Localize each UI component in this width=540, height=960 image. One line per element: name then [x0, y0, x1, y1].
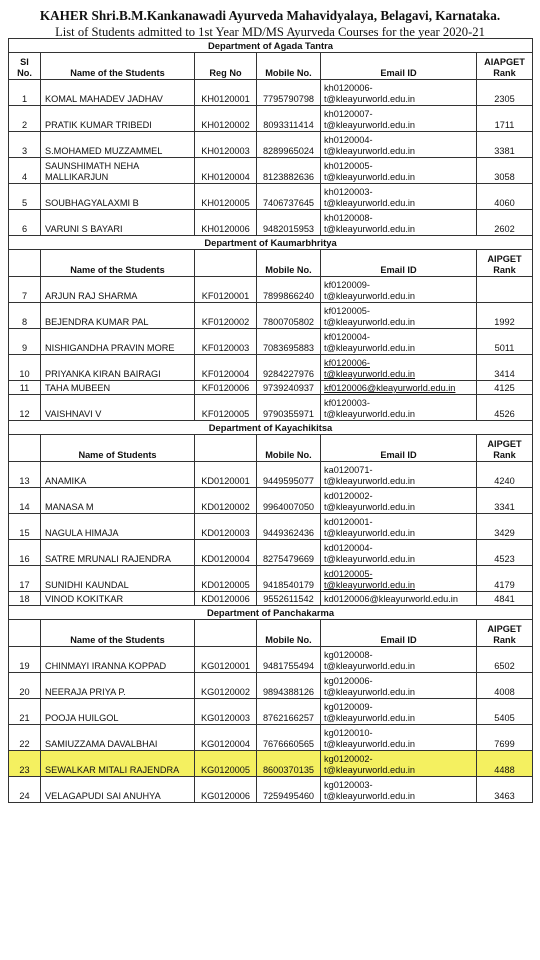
- mobile-cell: 9481755494: [257, 647, 321, 673]
- email-cell: kd0120001- t@kleayurworld.edu.in: [321, 514, 477, 540]
- mobile-cell: 7899866240: [257, 277, 321, 303]
- rank-cell: 3414: [477, 355, 533, 381]
- mobile-cell: 8289965024: [257, 132, 321, 158]
- reg-no-cell: KG0120006: [195, 777, 257, 803]
- table-row: [9, 80, 533, 106]
- email-cell: kd0120002- t@kleayurworld.edu.in: [321, 488, 477, 514]
- reg-no-cell: KD0120002: [195, 488, 257, 514]
- email-header: Email ID: [321, 53, 477, 80]
- mobile-cell: 7406737645: [257, 184, 321, 210]
- serial-header: [9, 620, 41, 647]
- email-cell: kh0120003- t@kleayurworld.edu.in: [321, 184, 477, 210]
- email-cell: kf0120009- t@kleayurworld.edu.in: [321, 277, 477, 303]
- table-row: [9, 777, 533, 803]
- rank-cell: 1711: [477, 106, 533, 132]
- email-cell: kf0120004- t@kleayurworld.edu.in: [321, 329, 477, 355]
- mobile-cell: 8762166257: [257, 699, 321, 725]
- mobile-cell: 9790355971: [257, 395, 321, 421]
- student-name-cell: POOJA HUILGOL: [41, 699, 195, 725]
- serial-number-cell: 6: [9, 210, 41, 236]
- serial-number-cell: 15: [9, 514, 41, 540]
- mobile-cell: 9482015953: [257, 210, 321, 236]
- mobile-cell: 8600370135: [257, 751, 321, 777]
- rank-cell: 3381: [477, 132, 533, 158]
- reg-no-cell: KD0120005: [195, 566, 257, 592]
- serial-number-cell: 19: [9, 647, 41, 673]
- email-cell: ka0120071- t@kleayurworld.edu.in: [321, 462, 477, 488]
- reg-no-cell: KG0120002: [195, 673, 257, 699]
- table-row: [9, 488, 533, 514]
- department-header-row: [9, 606, 533, 620]
- reg-header: Reg No: [195, 53, 257, 80]
- name-header: Name of the Students: [41, 250, 195, 277]
- mobile-cell: 9739240937: [257, 381, 321, 395]
- reg-no-cell: KG0120004: [195, 725, 257, 751]
- student-name-cell: PRATIK KUMAR TRIBEDI: [41, 106, 195, 132]
- mobile-cell: 9449595077: [257, 462, 321, 488]
- table-row: [9, 381, 533, 395]
- rank-cell: 1992: [477, 303, 533, 329]
- serial-number-cell: 11: [9, 381, 41, 395]
- rank-cell: 3341: [477, 488, 533, 514]
- student-name-cell: MANASA M: [41, 488, 195, 514]
- email-cell: kf0120006@kleayurworld.edu.in: [321, 381, 477, 395]
- reg-header: [195, 620, 257, 647]
- name-header: Name of the Students: [41, 620, 195, 647]
- serial-number-cell: 7: [9, 277, 41, 303]
- mobile-cell: 9284227976: [257, 355, 321, 381]
- serial-number-cell: 2: [9, 106, 41, 132]
- table-row: [9, 592, 533, 606]
- mobile-cell: 7800705802: [257, 303, 321, 329]
- serial-header: [9, 435, 41, 462]
- email-cell: kg0120002- t@kleayurworld.edu.in: [321, 751, 477, 777]
- table-row: [9, 158, 533, 184]
- rank-cell: 5405: [477, 699, 533, 725]
- student-name-cell: SATRE MRUNALI RAJENDRA: [41, 540, 195, 566]
- serial-number-cell: 9: [9, 329, 41, 355]
- reg-no-cell: KF0120003: [195, 329, 257, 355]
- serial-number-cell: 12: [9, 395, 41, 421]
- student-name-cell: VINOD KOKITKAR: [41, 592, 195, 606]
- student-name-cell: ANAMIKA: [41, 462, 195, 488]
- serial-number-cell: 3: [9, 132, 41, 158]
- student-name-cell: NAGULA HIMAJA: [41, 514, 195, 540]
- rank-cell: 5011: [477, 329, 533, 355]
- table-row: [9, 647, 533, 673]
- serial-number-cell: 4: [9, 158, 41, 184]
- reg-no-cell: KG0120003: [195, 699, 257, 725]
- student-name-cell: CHINMAYI IRANNA KOPPAD: [41, 647, 195, 673]
- table-row: [9, 210, 533, 236]
- student-name-cell: KOMAL MAHADEV JADHAV: [41, 80, 195, 106]
- rank-cell: 4526: [477, 395, 533, 421]
- rank-cell: 4179: [477, 566, 533, 592]
- serial-number-cell: 22: [9, 725, 41, 751]
- rank-header: AIPGET Rank: [477, 620, 533, 647]
- department-name: Department of Kaumarbhritya: [9, 236, 533, 250]
- reg-no-cell: KF0120001: [195, 277, 257, 303]
- student-name-cell: SUNIDHI KAUNDAL: [41, 566, 195, 592]
- reg-header: [195, 435, 257, 462]
- email-cell: kd0120004- t@kleayurworld.edu.in: [321, 540, 477, 566]
- name-header: Name of Students: [41, 435, 195, 462]
- mobile-header: Mobile No.: [257, 620, 321, 647]
- serial-number-cell: 18: [9, 592, 41, 606]
- serial-number-cell: 20: [9, 673, 41, 699]
- department-name: Department of Agada Tantra: [9, 39, 533, 53]
- rank-cell: 4060: [477, 184, 533, 210]
- student-name-cell: SEWALKAR MITALI RAJENDRA: [41, 751, 195, 777]
- department-header-row: [9, 236, 533, 250]
- name-header: Name of the Students: [41, 53, 195, 80]
- students-table: [8, 38, 533, 803]
- rank-header: AIPGET Rank: [477, 435, 533, 462]
- serial-header: Sl No.: [9, 53, 41, 80]
- email-cell: kg0120003- t@kleayurworld.edu.in: [321, 777, 477, 803]
- mobile-header: Mobile No.: [257, 250, 321, 277]
- department-name: Department of Panchakarma: [9, 606, 533, 620]
- reg-no-cell: KD0120004: [195, 540, 257, 566]
- email-cell: kh0120004- t@kleayurworld.edu.in: [321, 132, 477, 158]
- table-row: [9, 566, 533, 592]
- email-cell: kg0120006- t@kleayurworld.edu.in: [321, 673, 477, 699]
- reg-no-cell: KH0120003: [195, 132, 257, 158]
- reg-header: [195, 250, 257, 277]
- department-header-row: [9, 421, 533, 435]
- column-header-row: [9, 250, 533, 277]
- student-name-cell: PRIYANKA KIRAN BAIRAGI: [41, 355, 195, 381]
- student-name-cell: SOUBHAGYALAXMI B: [41, 184, 195, 210]
- mobile-cell: 9449362436: [257, 514, 321, 540]
- reg-no-cell: KH0120006: [195, 210, 257, 236]
- serial-number-cell: 14: [9, 488, 41, 514]
- rank-cell: 3463: [477, 777, 533, 803]
- mobile-cell: 7795790798: [257, 80, 321, 106]
- serial-number-cell: 8: [9, 303, 41, 329]
- rank-cell: 7699: [477, 725, 533, 751]
- reg-no-cell: KG0120001: [195, 647, 257, 673]
- email-header: Email ID: [321, 620, 477, 647]
- table-row: [9, 514, 533, 540]
- table-row: [9, 277, 533, 303]
- reg-no-cell: KG0120005: [195, 751, 257, 777]
- email-cell: kf0120005- t@kleayurworld.edu.in: [321, 303, 477, 329]
- email-cell: kd0120005- t@kleayurworld.edu.in: [321, 566, 477, 592]
- reg-no-cell: KF0120005: [195, 395, 257, 421]
- student-name-cell: ARJUN RAJ SHARMA: [41, 277, 195, 303]
- serial-number-cell: 10: [9, 355, 41, 381]
- serial-number-cell: 1: [9, 80, 41, 106]
- email-cell: kg0120008- t@kleayurworld.edu.in: [321, 647, 477, 673]
- mobile-cell: 7083695883: [257, 329, 321, 355]
- rank-cell: 2305: [477, 80, 533, 106]
- student-name-cell: SAMIUZZAMA DAVALBHAI: [41, 725, 195, 751]
- table-row: [9, 303, 533, 329]
- serial-number-cell: 13: [9, 462, 41, 488]
- mobile-cell: 8275479669: [257, 540, 321, 566]
- email-cell: kh0120005- t@kleayurworld.edu.in: [321, 158, 477, 184]
- reg-no-cell: KD0120006: [195, 592, 257, 606]
- mobile-header: Mobile No.: [257, 53, 321, 80]
- table-row: [9, 540, 533, 566]
- email-cell: kf0120006- t@kleayurworld.edu.in: [321, 355, 477, 381]
- mobile-cell: 9552611542: [257, 592, 321, 606]
- student-name-cell: SAUNSHIMATH NEHA MALLIKARJUN: [41, 158, 195, 184]
- table-row: [9, 355, 533, 381]
- reg-no-cell: KH0120005: [195, 184, 257, 210]
- rank-cell: 4488: [477, 751, 533, 777]
- serial-header: [9, 250, 41, 277]
- column-header-row: [9, 620, 533, 647]
- student-name-cell: S.MOHAMED MUZZAMMEL: [41, 132, 195, 158]
- mobile-cell: 8093311414: [257, 106, 321, 132]
- email-header: Email ID: [321, 250, 477, 277]
- table-row: [9, 329, 533, 355]
- serial-number-cell: 24: [9, 777, 41, 803]
- table-row: [9, 751, 533, 777]
- email-cell: kh0120008- t@kleayurworld.edu.in: [321, 210, 477, 236]
- student-name-cell: NEERAJA PRIYA P.: [41, 673, 195, 699]
- document-title: KAHER Shri.B.M.Kankanawadi Ayurveda Mahavidyalaya, Belagavi, Karnataka.: [39, 8, 501, 23]
- rank-header: AIAPGET Rank: [477, 53, 533, 80]
- rank-cell: [477, 277, 533, 303]
- reg-no-cell: KF0120006: [195, 381, 257, 395]
- rank-cell: 4125: [477, 381, 533, 395]
- mobile-cell: 9894388126: [257, 673, 321, 699]
- email-cell: kd0120006@kleayurworld.edu.in: [321, 592, 477, 606]
- student-name-cell: VELAGAPUDI SAI ANUHYA: [41, 777, 195, 803]
- rank-cell: 3058: [477, 158, 533, 184]
- serial-number-cell: 17: [9, 566, 41, 592]
- student-name-cell: VARUNI S BAYARI: [41, 210, 195, 236]
- reg-no-cell: KD0120001: [195, 462, 257, 488]
- table-row: [9, 132, 533, 158]
- email-header: Email ID: [321, 435, 477, 462]
- reg-no-cell: KH0120004: [195, 158, 257, 184]
- email-cell: kf0120003- t@kleayurworld.edu.in: [321, 395, 477, 421]
- rank-cell: 4523: [477, 540, 533, 566]
- rank-header: AIPGET Rank: [477, 250, 533, 277]
- mobile-cell: 9418540179: [257, 566, 321, 592]
- email-cell: kg0120010- t@kleayurworld.edu.in: [321, 725, 477, 751]
- mobile-cell: 8123882636: [257, 158, 321, 184]
- table-row: [9, 462, 533, 488]
- email-cell: kh0120006- t@kleayurworld.edu.in: [321, 80, 477, 106]
- reg-no-cell: KH0120001: [195, 80, 257, 106]
- student-name-cell: TAHA MUBEEN: [41, 381, 195, 395]
- department-header-row: [9, 39, 533, 53]
- email-cell: kh0120007- t@kleayurworld.edu.in: [321, 106, 477, 132]
- table-row: [9, 184, 533, 210]
- rank-cell: 4008: [477, 673, 533, 699]
- table-row: [9, 725, 533, 751]
- student-name-cell: VAISHNAVI V: [41, 395, 195, 421]
- table-row: [9, 673, 533, 699]
- column-header-row: [9, 435, 533, 462]
- rank-cell: 6502: [477, 647, 533, 673]
- column-header-row: [9, 53, 533, 80]
- reg-no-cell: KD0120003: [195, 514, 257, 540]
- document-subtitle: List of Students admitted to 1st Year MD/MS Ayurveda Courses for the year 2020-21: [55, 25, 485, 39]
- serial-number-cell: 21: [9, 699, 41, 725]
- mobile-cell: 7259495460: [257, 777, 321, 803]
- serial-number-cell: 23: [9, 751, 41, 777]
- rank-cell: 4841: [477, 592, 533, 606]
- serial-number-cell: 5: [9, 184, 41, 210]
- reg-no-cell: KF0120004: [195, 355, 257, 381]
- student-name-cell: NISHIGANDHA PRAVIN MORE: [41, 329, 195, 355]
- reg-no-cell: KF0120002: [195, 303, 257, 329]
- mobile-header: Mobile No.: [257, 435, 321, 462]
- mobile-cell: 7676660565: [257, 725, 321, 751]
- mobile-cell: 9964007050: [257, 488, 321, 514]
- rank-cell: 3429: [477, 514, 533, 540]
- department-name: Department of Kayachikitsa: [9, 421, 533, 435]
- student-name-cell: BEJENDRA KUMAR PAL: [41, 303, 195, 329]
- email-cell: kg0120009- t@kleayurworld.edu.in: [321, 699, 477, 725]
- reg-no-cell: KH0120002: [195, 106, 257, 132]
- table-row: [9, 106, 533, 132]
- table-row: [9, 395, 533, 421]
- table-row: [9, 699, 533, 725]
- rank-cell: 2602: [477, 210, 533, 236]
- rank-cell: 4240: [477, 462, 533, 488]
- serial-number-cell: 16: [9, 540, 41, 566]
